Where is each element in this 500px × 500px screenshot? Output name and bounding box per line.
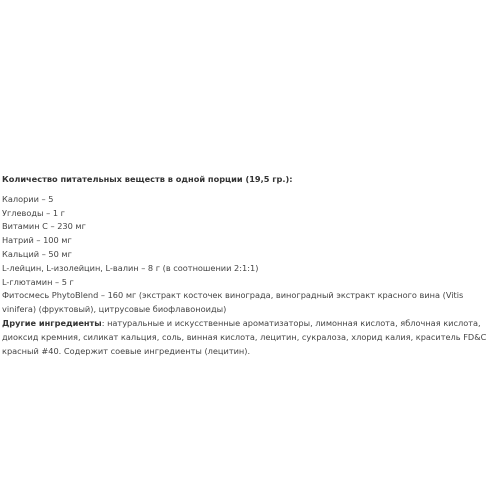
nutrition-item-phytoblend: Фитосмесь PhytoBlend – 160 мг (экстракт косточек винограда, виноградный экстракт красного вина (Vitis vinifera) (фруктовый), цитрусовые биофлавоноиды) bbox=[2, 290, 464, 315]
nutrition-heading: Количество питательных веществ в одной порции (19,5 гр.): bbox=[2, 174, 293, 184]
nutrition-item-carbs: Углеводы – 1 г bbox=[2, 207, 65, 218]
nutrition-item-calories: Калории – 5 bbox=[2, 193, 54, 204]
nutrition-item-bcaa: L-лейцин, L-изолейцин, L-валин – 8 г (в соотношении 2:1:1) bbox=[2, 262, 259, 273]
nutrition-item-calcium: Кальций – 50 мг bbox=[2, 248, 72, 259]
nutrition-item-sodium: Натрий – 100 мг bbox=[2, 235, 72, 246]
other-ingredients-label: Другие ингредиенты bbox=[2, 317, 102, 328]
other-ingredients-text: : натуральные и искусственные ароматизаторы, лимонная кислота, яблочная кислота, диоксид кремния, силикат кальция, соль, винная кислота, лецитин, сукралоза, хлорид калия, краситель FD&C красный #40. Содержит соевые ингредиенты (лецитин). bbox=[2, 317, 487, 356]
nutrition-item-glutamine: L-глютамин – 5 г bbox=[2, 276, 74, 287]
nutrition-item-vitamin-c: Витамин С – 230 мг bbox=[2, 221, 86, 232]
nutrition-section bbox=[2, 173, 496, 358]
other-ingredients-paragraph bbox=[2, 317, 496, 358]
